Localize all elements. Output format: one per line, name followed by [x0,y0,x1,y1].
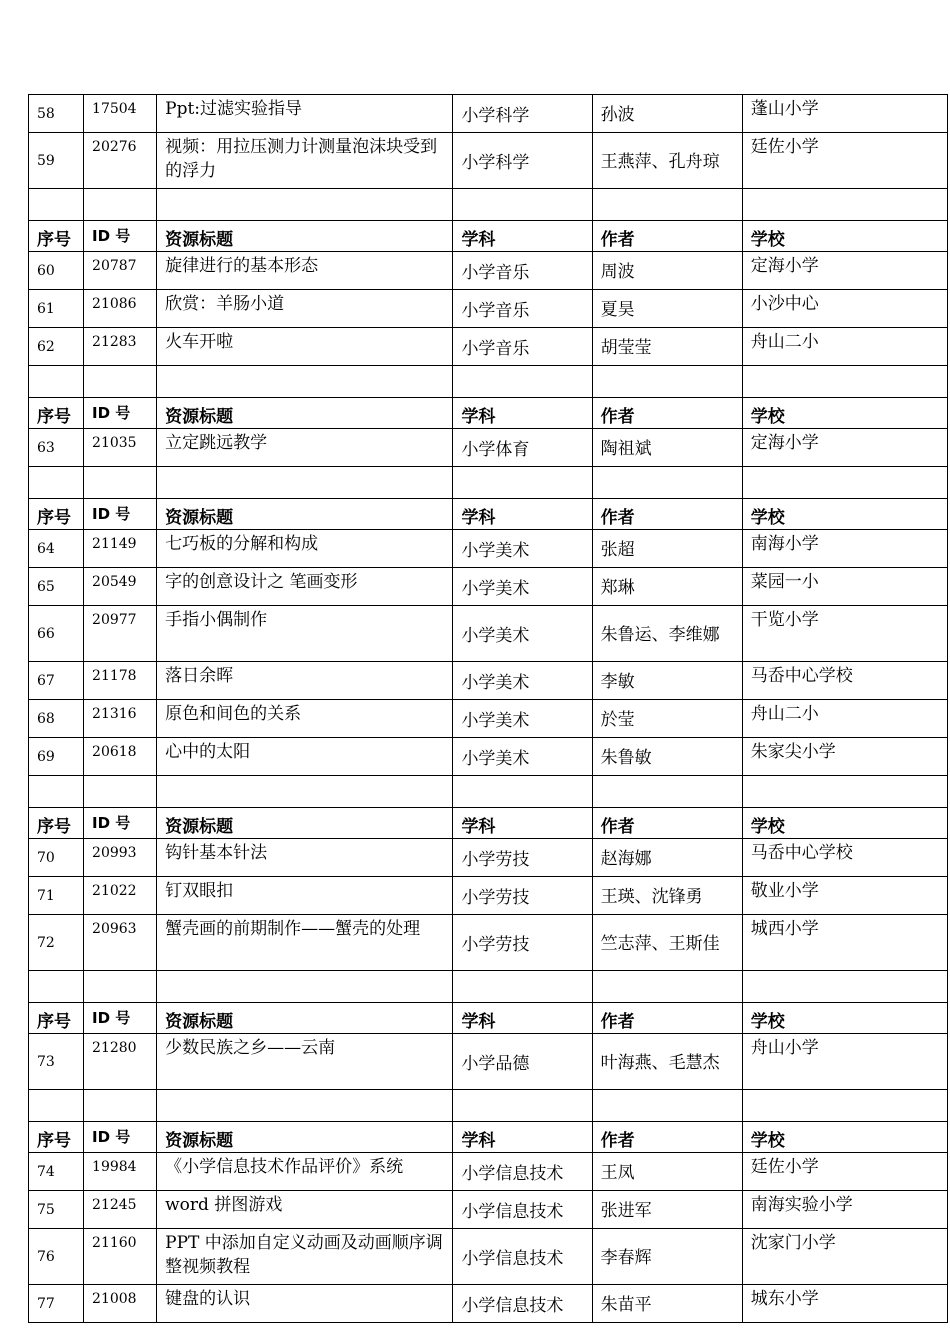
school-cell: 朱家尖小学 [742,738,947,776]
header-seq: 序号 [29,1122,84,1153]
title-cell: word 拼图游戏 [157,1191,453,1229]
school-cell: 廷佐小学 [742,1153,947,1191]
header-id: ID 号 [84,499,157,530]
empty-cell [84,1090,157,1122]
header-author: 作者 [592,1003,742,1034]
empty-cell [592,971,742,1003]
header-school: 学校 [742,221,947,252]
header-id: ID 号 [84,1003,157,1034]
title-cell: 字的创意设计之 笔画变形 [157,568,453,606]
header-seq: 序号 [29,221,84,252]
title-cell: 键盘的认识 [157,1285,453,1323]
empty-cell [742,776,947,808]
author-cell: 朱鲁敏 [592,738,742,776]
table-row [29,839,948,877]
school-cell: 干览小学 [742,606,947,662]
author-cell: 郑琳 [592,568,742,606]
empty-cell [592,189,742,221]
id-cell: 19984 [84,1153,157,1191]
empty-cell [453,1090,592,1122]
id-cell: 21022 [84,877,157,915]
title-cell: 落日余晖 [157,662,453,700]
title-cell: 旋律进行的基本形态 [157,252,453,290]
empty-cell [157,366,453,398]
table-row [29,328,948,366]
table-row [29,606,948,662]
header-seq: 序号 [29,398,84,429]
empty-cell [592,776,742,808]
header-title: 资源标题 [157,499,453,530]
empty-cell [742,1090,947,1122]
seq-cell: 58 [29,95,84,133]
school-cell: 城西小学 [742,915,947,971]
seq-cell: 76 [29,1229,84,1285]
empty-cell [453,366,592,398]
table-row [29,568,948,606]
empty-cell [742,467,947,499]
author-cell: 於莹 [592,700,742,738]
empty-cell [453,971,592,1003]
header-subject: 学科 [453,398,592,429]
author-cell: 叶海燕、毛慧杰 [592,1034,742,1090]
blank-separator-row [29,467,948,499]
title-cell: 视频：用拉压测力计测量泡沫块受到的浮力 [157,133,453,189]
subject-cell: 小学劳技 [453,839,592,877]
header-seq: 序号 [29,1003,84,1034]
header-school: 学校 [742,1003,947,1034]
header-subject: 学科 [453,1003,592,1034]
header-id: ID 号 [84,221,157,252]
author-cell: 陶祖斌 [592,429,742,467]
seq-cell: 60 [29,252,84,290]
author-cell: 周波 [592,252,742,290]
id-cell: 17504 [84,95,157,133]
blank-separator-row [29,1090,948,1122]
id-cell: 21008 [84,1285,157,1323]
header-id: ID 号 [84,398,157,429]
subject-cell: 小学信息技术 [453,1285,592,1323]
table-row [29,1034,948,1090]
id-cell: 21086 [84,290,157,328]
header-row [29,1122,948,1153]
school-cell: 定海小学 [742,252,947,290]
school-cell: 马岙中心学校 [742,839,947,877]
id-cell: 20276 [84,133,157,189]
header-subject: 学科 [453,221,592,252]
header-id: ID 号 [84,1122,157,1153]
empty-cell [157,776,453,808]
empty-cell [453,776,592,808]
seq-cell: 74 [29,1153,84,1191]
blank-separator-row [29,189,948,221]
title-cell: Ppt:过滤实验指导 [157,95,453,133]
subject-cell: 小学美术 [453,606,592,662]
author-cell: 朱鲁运、李维娜 [592,606,742,662]
title-cell: 七巧板的分解和构成 [157,530,453,568]
table-row [29,877,948,915]
school-cell: 廷佐小学 [742,133,947,189]
blank-separator-row [29,776,948,808]
empty-cell [29,366,84,398]
empty-cell [84,467,157,499]
empty-cell [29,776,84,808]
subject-cell: 小学劳技 [453,915,592,971]
header-title: 资源标题 [157,1003,453,1034]
seq-cell: 73 [29,1034,84,1090]
school-cell: 蓬山小学 [742,95,947,133]
author-cell: 张超 [592,530,742,568]
empty-cell [29,189,84,221]
header-author: 作者 [592,1122,742,1153]
id-cell: 21178 [84,662,157,700]
empty-cell [84,776,157,808]
empty-cell [84,366,157,398]
seq-cell: 66 [29,606,84,662]
table-row [29,700,948,738]
school-cell: 菜园一小 [742,568,947,606]
header-row [29,1003,948,1034]
title-cell: 心中的太阳 [157,738,453,776]
header-id: ID 号 [84,808,157,839]
id-cell: 20787 [84,252,157,290]
author-cell: 夏昊 [592,290,742,328]
table-row [29,1229,948,1285]
subject-cell: 小学美术 [453,662,592,700]
seq-cell: 61 [29,290,84,328]
title-cell: 蟹壳画的前期制作——蟹壳的处理 [157,915,453,971]
empty-cell [29,971,84,1003]
empty-cell [742,189,947,221]
empty-cell [742,366,947,398]
seq-cell: 72 [29,915,84,971]
seq-cell: 75 [29,1191,84,1229]
school-cell: 舟山二小 [742,700,947,738]
empty-cell [157,467,453,499]
empty-cell [29,467,84,499]
resource-table-body [29,95,948,1323]
table-row [29,252,948,290]
id-cell: 21035 [84,429,157,467]
author-cell: 李春辉 [592,1229,742,1285]
seq-cell: 64 [29,530,84,568]
title-cell: PPT 中添加自定义动画及动画顺序调整视频教程 [157,1229,453,1285]
subject-cell: 小学劳技 [453,877,592,915]
header-school: 学校 [742,398,947,429]
header-school: 学校 [742,1122,947,1153]
id-cell: 20549 [84,568,157,606]
author-cell: 赵海娜 [592,839,742,877]
id-cell: 20618 [84,738,157,776]
id-cell: 20963 [84,915,157,971]
table-row [29,915,948,971]
subject-cell: 小学品德 [453,1034,592,1090]
empty-cell [157,1090,453,1122]
id-cell: 21160 [84,1229,157,1285]
empty-cell [453,189,592,221]
header-title: 资源标题 [157,808,453,839]
table-row [29,133,948,189]
seq-cell: 67 [29,662,84,700]
author-cell: 王凤 [592,1153,742,1191]
school-cell: 南海实验小学 [742,1191,947,1229]
title-cell: 钉双眼扣 [157,877,453,915]
subject-cell: 小学信息技术 [453,1191,592,1229]
table-row [29,530,948,568]
empty-cell [157,971,453,1003]
empty-cell [29,1090,84,1122]
school-cell: 定海小学 [742,429,947,467]
title-cell: 钩针基本针法 [157,839,453,877]
header-subject: 学科 [453,499,592,530]
subject-cell: 小学美术 [453,568,592,606]
empty-cell [157,189,453,221]
header-author: 作者 [592,808,742,839]
table-row [29,95,948,133]
seq-cell: 70 [29,839,84,877]
title-cell: 手指小偶制作 [157,606,453,662]
subject-cell: 小学美术 [453,738,592,776]
author-cell: 胡莹莹 [592,328,742,366]
header-school: 学校 [742,808,947,839]
seq-cell: 65 [29,568,84,606]
title-cell: 《小学信息技术作品评价》系统 [157,1153,453,1191]
subject-cell: 小学信息技术 [453,1153,592,1191]
subject-cell: 小学美术 [453,700,592,738]
header-author: 作者 [592,499,742,530]
author-cell: 张进军 [592,1191,742,1229]
seq-cell: 71 [29,877,84,915]
header-title: 资源标题 [157,1122,453,1153]
subject-cell: 小学科学 [453,95,592,133]
title-cell: 少数民族之乡——云南 [157,1034,453,1090]
subject-cell: 小学音乐 [453,252,592,290]
empty-cell [592,366,742,398]
id-cell: 21280 [84,1034,157,1090]
subject-cell: 小学体育 [453,429,592,467]
author-cell: 孙波 [592,95,742,133]
seq-cell: 59 [29,133,84,189]
author-cell: 竺志萍、王斯佳 [592,915,742,971]
empty-cell [592,467,742,499]
title-cell: 立定跳远教学 [157,429,453,467]
header-seq: 序号 [29,499,84,530]
seq-cell: 69 [29,738,84,776]
table-row [29,738,948,776]
title-cell: 欣赏：羊肠小道 [157,290,453,328]
subject-cell: 小学音乐 [453,290,592,328]
header-author: 作者 [592,398,742,429]
title-cell: 原色和间色的关系 [157,700,453,738]
header-school: 学校 [742,499,947,530]
id-cell: 21149 [84,530,157,568]
header-row [29,221,948,252]
header-subject: 学科 [453,808,592,839]
header-title: 资源标题 [157,398,453,429]
seq-cell: 77 [29,1285,84,1323]
seq-cell: 62 [29,328,84,366]
subject-cell: 小学美术 [453,530,592,568]
header-row [29,398,948,429]
blank-separator-row [29,366,948,398]
header-subject: 学科 [453,1122,592,1153]
title-cell: 火车开啦 [157,328,453,366]
school-cell: 沈家门小学 [742,1229,947,1285]
header-author: 作者 [592,221,742,252]
header-title: 资源标题 [157,221,453,252]
subject-cell: 小学音乐 [453,328,592,366]
school-cell: 小沙中心 [742,290,947,328]
author-cell: 朱苗平 [592,1285,742,1323]
seq-cell: 63 [29,429,84,467]
id-cell: 21283 [84,328,157,366]
header-seq: 序号 [29,808,84,839]
table-row [29,662,948,700]
id-cell: 21316 [84,700,157,738]
resource-table [28,94,948,1323]
school-cell: 城东小学 [742,1285,947,1323]
table-row [29,1285,948,1323]
empty-cell [84,189,157,221]
table-row [29,1191,948,1229]
table-row [29,290,948,328]
subject-cell: 小学信息技术 [453,1229,592,1285]
table-row [29,1153,948,1191]
school-cell: 舟山小学 [742,1034,947,1090]
header-row [29,808,948,839]
empty-cell [592,1090,742,1122]
author-cell: 王燕萍、孔舟琼 [592,133,742,189]
id-cell: 20977 [84,606,157,662]
school-cell: 舟山二小 [742,328,947,366]
author-cell: 王瑛、沈锋勇 [592,877,742,915]
school-cell: 南海小学 [742,530,947,568]
empty-cell [742,971,947,1003]
id-cell: 21245 [84,1191,157,1229]
header-row [29,499,948,530]
school-cell: 马岙中心学校 [742,662,947,700]
author-cell: 李敏 [592,662,742,700]
school-cell: 敬业小学 [742,877,947,915]
empty-cell [84,971,157,1003]
subject-cell: 小学科学 [453,133,592,189]
empty-cell [453,467,592,499]
id-cell: 20993 [84,839,157,877]
blank-separator-row [29,971,948,1003]
table-row [29,429,948,467]
seq-cell: 68 [29,700,84,738]
